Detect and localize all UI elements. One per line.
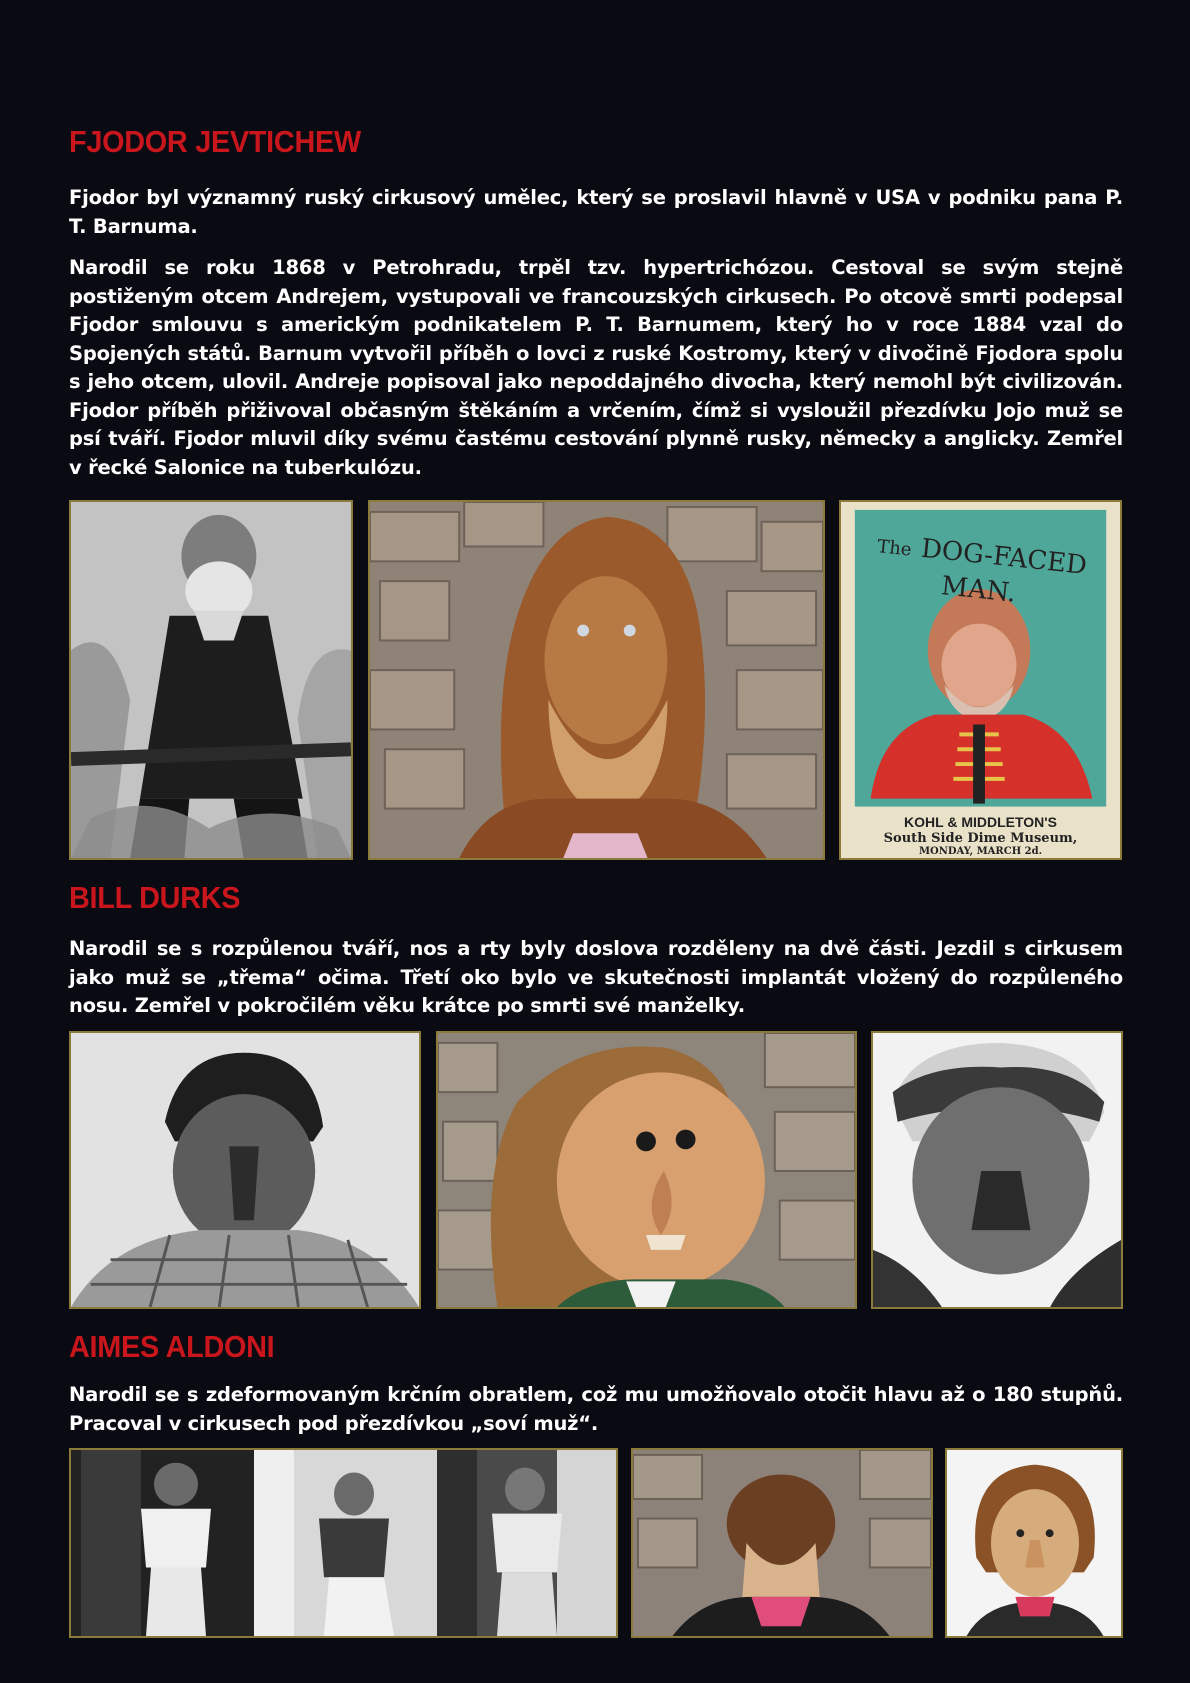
section-title-fjodor: FJODOR JEVTICHEW — [69, 124, 361, 159]
aimes-aldoni-photo-strip — [69, 1448, 618, 1638]
bill-durks-photo-young — [69, 1031, 421, 1309]
aimes-aldoni-wax-figure-front — [945, 1448, 1123, 1638]
poster-line-3: MONDAY, MARCH 2d. — [918, 846, 1043, 857]
aimes-aldoni-photo-2 — [254, 1450, 437, 1636]
bill-durks-wax-figure-photo — [436, 1031, 857, 1309]
bill-durks-photo-old — [871, 1031, 1123, 1309]
aimes-aldoni-photo-1 — [71, 1450, 254, 1636]
poster-title-the: The — [876, 536, 913, 561]
aimes-aldoni-paragraph: Narodil se s zdeformovaným krčním obratlem, což mu umožňovalo otočit hlavu až o 180 stupňů. Pracoval v cirkusech pod přezdívkou „soví muž“. — [69, 1383, 1123, 1435]
dog-faced-man-poster — [839, 500, 1122, 860]
aimes-aldoni-wax-figure-back — [631, 1448, 933, 1638]
section-title-aimes-aldoni: AIMES ALDONI — [69, 1329, 275, 1364]
poster-title-main: DOG-FACED MAN. — [919, 533, 1089, 609]
aimes-aldoni-photo-3 — [437, 1450, 618, 1636]
fjodor-wax-figure-photo — [368, 500, 825, 860]
fjodor-bio-paragraph: Narodil se roku 1868 v Petrohradu, trpěl tzv. hypertrichózou. Cestoval se svým stejně postiženým otcem Andrejem, vystupovali ve francouzských cirkusech. Po otcově smrti podepsal Fjodor smlouvu s americkým podnikatelem P. T. Barnumem, který ho v roce 1884 vzal do Spojených států. Barnum vytvořil příběh o lovci z ruské Kostromy, který v divočině Fjodora spolu s jeho otcem, ulovil. Andreje popisoval jako nepoddajného divocha, který nemohl být civilizován. Fjodor příběh přiživoval občasným štěkáním a vrčením, čímž si vysloužil přezdívku Jojo muž se psí tváří. Fjodor mluvil díky svému častému cestování plynně rusky, německy a anglicky. Zemřel v řecké Salonice na tuberkulózu. — [69, 256, 1123, 479]
fjodor-intro-paragraph: Fjodor byl významný ruský cirkusový umělec, který se proslavil hlavně v USA v podniku pana P. T. Barnuma. — [69, 186, 1123, 238]
poster-line-2: South Side Dime Museum, — [883, 831, 1078, 846]
bill-durks-paragraph: Narodil se s rozpůlenou tváří, nos a rty byly doslova rozděleny na dvě části. Jezdil s cirkusem jako muž se „třema“ očima. Třetí oko bylo ve skutečnosti implantát vložený do rozpůleného nosu. Zemřel v pokročilém věku krátce po smrti své manželky. — [69, 937, 1123, 1017]
section-title-bill-durks: BILL DURKS — [69, 880, 241, 915]
fjodor-vintage-photo — [69, 500, 353, 860]
poster-line-1: KOHL & MIDDLETON'S — [904, 814, 1057, 830]
